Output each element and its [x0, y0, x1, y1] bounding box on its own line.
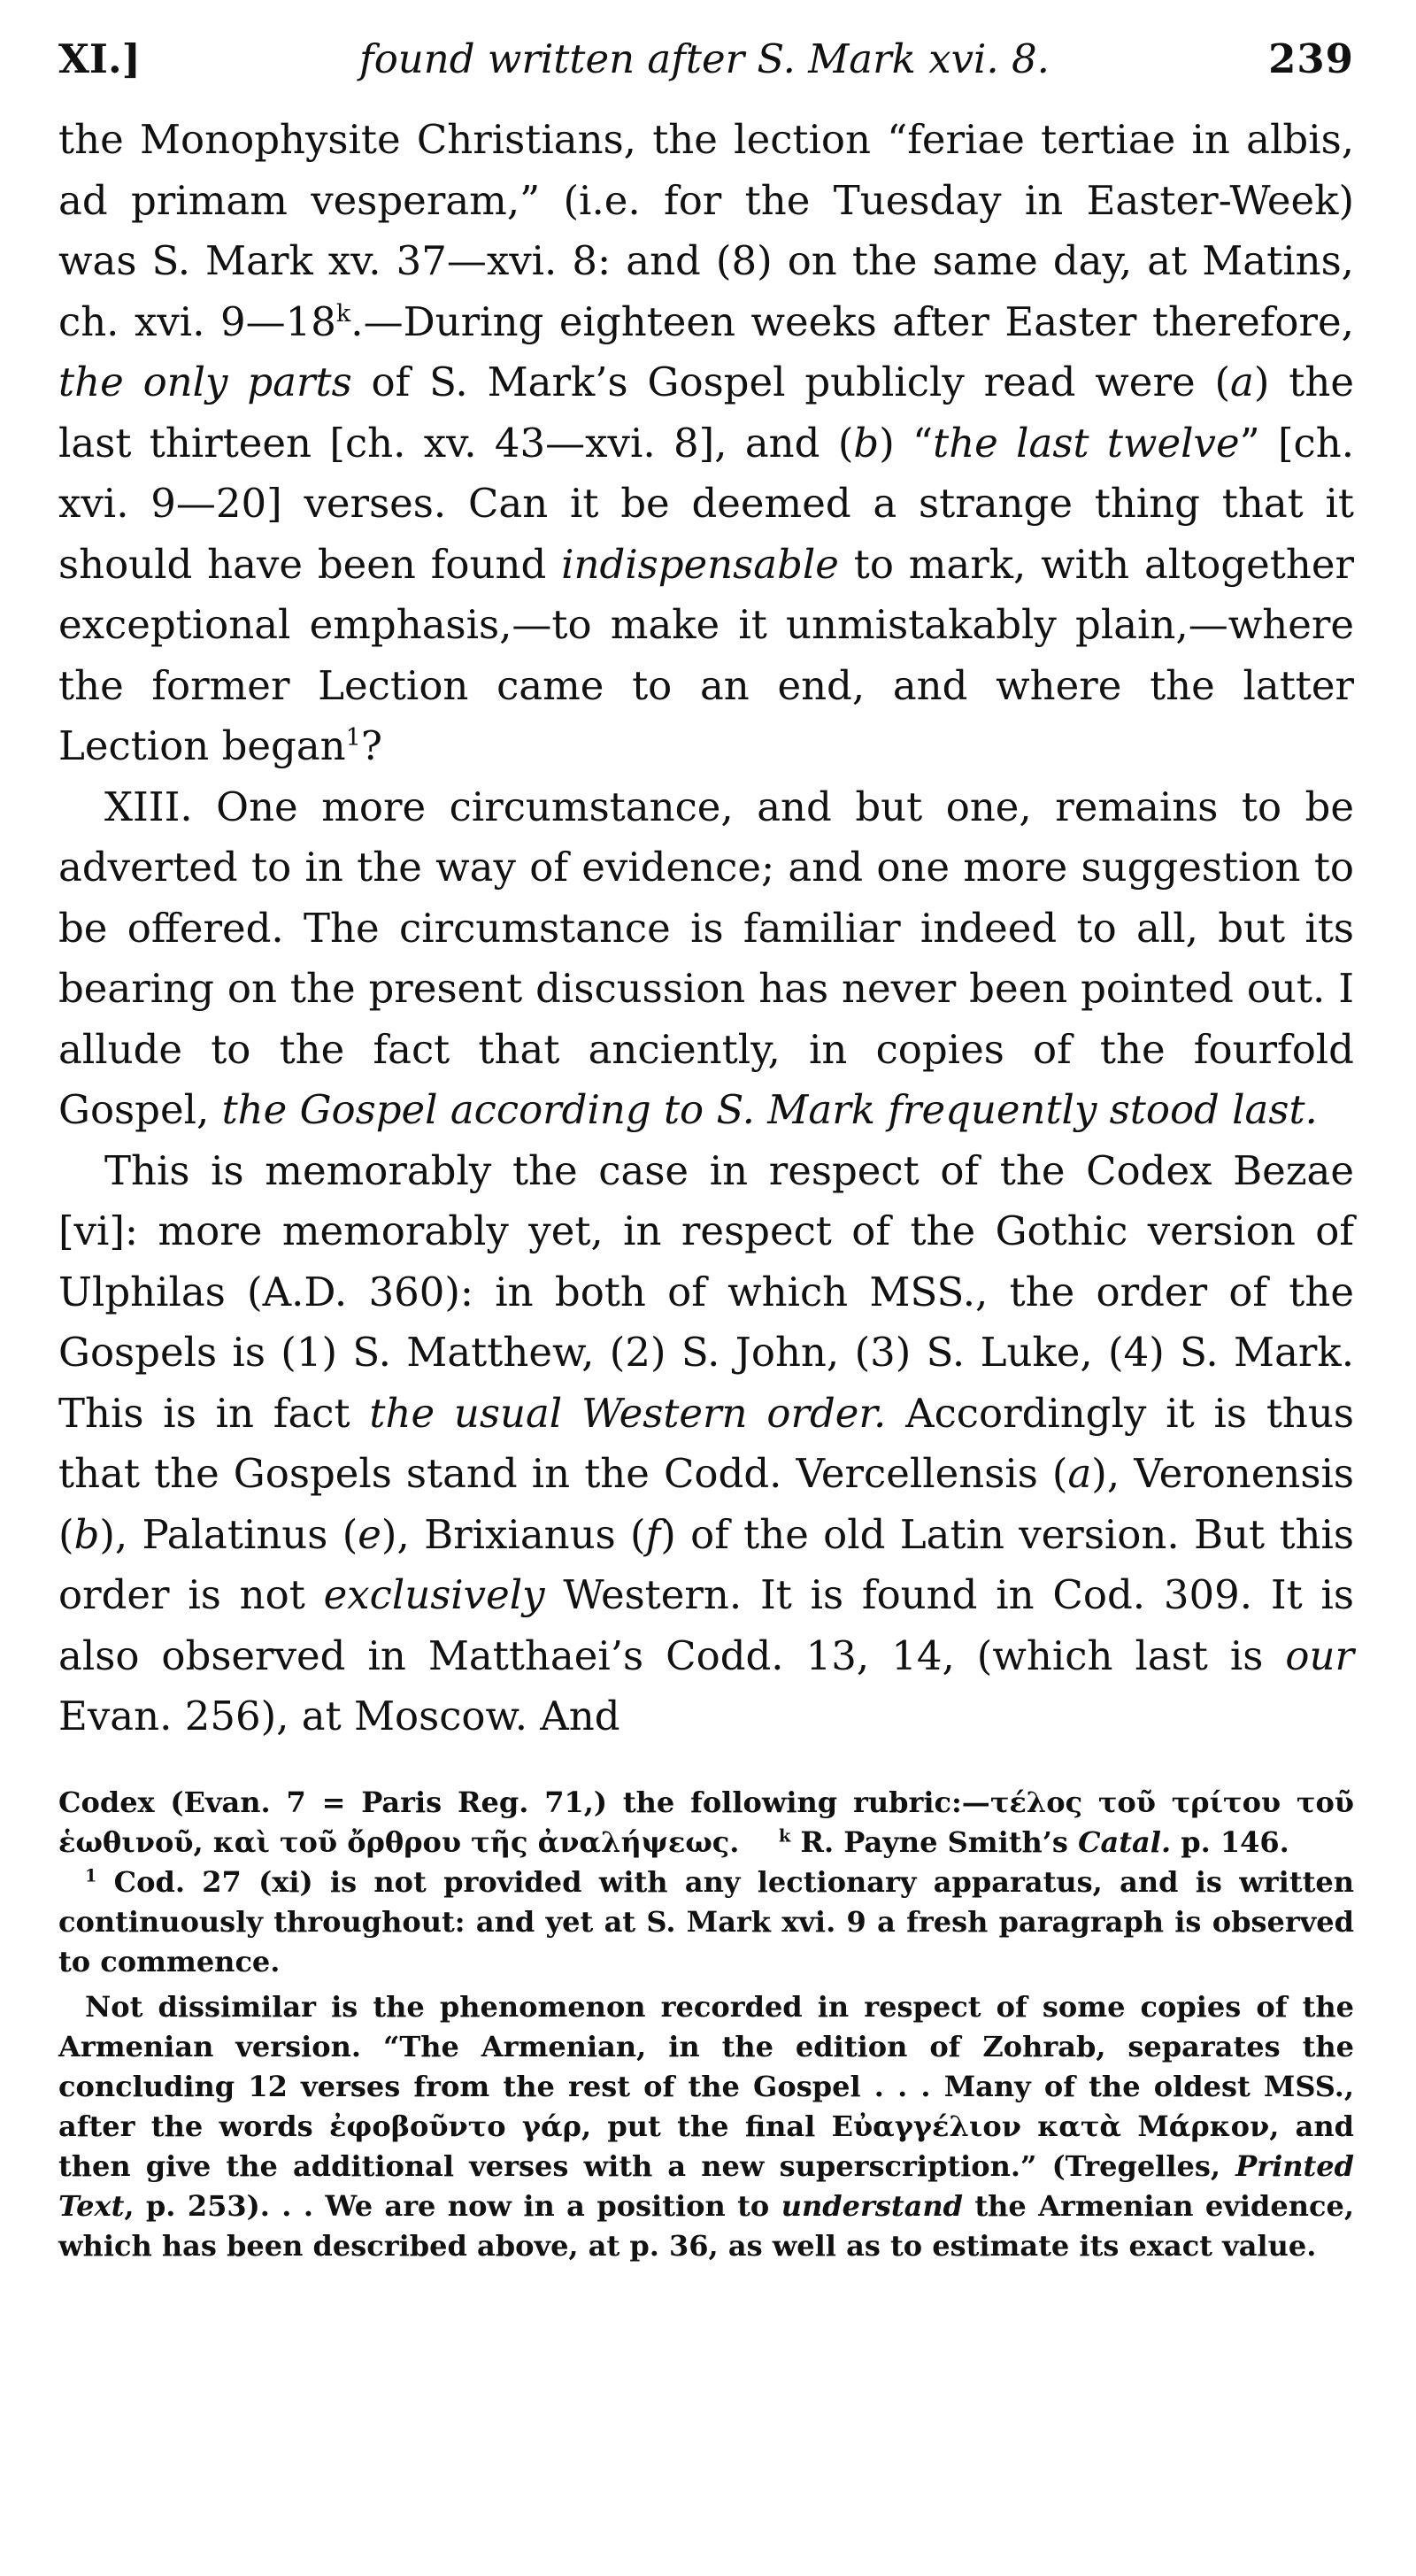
- footnote-1-marker: 1: [85, 1864, 97, 1886]
- running-title: found written after S. Mark xvi. 8.: [359, 35, 1050, 82]
- footnote-marker-1[interactable]: 1: [345, 724, 361, 752]
- footnote-armenian: Not dissimilar is the phenomenon recorded in respect of some copies of the Armenian version. “The Armenian, in the edition of Zohrab, separates the concluding 12 verses from the rest of the Gospel . . . Many of the oldest MSS., after the words ἐφοβοῦντο γάρ, put the final Εὐαγγέλιον κατὰ Μάρκον, and then give the additional verses with a new superscription.” (Tregelles, Printed Text, p. 253). . . We are now in a position to understand the Armenian evidence, which has been described above, at p. 36, as well as to estimate its exact value.: [58, 1989, 1355, 2263]
- paragraph-section-xiii: XIII. One more circumstance, and but one, remains to be adverted to in the way of evidence; and one more suggestion to be offered. The circumstance is familiar indeed to all, but its bearing on the present discussion has never been pointed out. I allude to the fact that anciently, in copies of the fourfold Gospel, the Gospel according to S. Mark frequently stood last.: [58, 783, 1354, 1133]
- footnote-continued-codex: Codex (Evan. 7 = Paris Reg. 71,) the following rubric:—τέλος τοῦ τρίτου τοῦ ἑωθινοῦ, καὶ τοῦ ὄρθρου τῆς ἀναλήψεως. $^k$ R. Payne Smith’s Catal. p. 146.: [58, 1785, 1355, 1859]
- page-number: 239: [1268, 35, 1354, 82]
- footnotes: [58, 1783, 1354, 2266]
- running-head: [58, 35, 1354, 90]
- chapter-marker: XI.]: [58, 35, 141, 82]
- footnote-1: $^1$ Cod. 27 (xi) is not provided with any lectionary apparatus, and is written continuously throughout: and yet at S. Mark xvi. 9 a fresh paragraph is observed to commence.: [58, 1864, 1354, 1978]
- greek-words-1: ἐφοβοῦντο γάρ: [328, 2109, 581, 2143]
- main-text: [58, 110, 1354, 1747]
- footnote-marker-k[interactable]: k: [335, 299, 351, 328]
- footnote-k-marker: k: [778, 1824, 791, 1846]
- greek-words-2: Εὐαγγέλιον κατὰ Μάρκον: [831, 2109, 1270, 2143]
- greek-rubric: τέλος τοῦ τρίτου τοῦ ἑωθινοῦ, καὶ τοῦ ὄρθρου τῆς ἀναλήψεως.: [58, 1785, 1355, 1859]
- paragraph-lection: the Monophysite Christians, the lection “feriae tertiae in albis, ad primam vesperam,” (i.e. for the Tuesday in Easter-Week) was S. Mark xv. 37—xvi. 8: and (8) on the same day, at Matins, ch. xvi. 9—18$^k$.—During eighteen weeks after Easter therefore, the only parts of S. Mark’s Gospel publicly read were (a) the last thirteen [ch. xv. 43—xvi. 8], and (b) “the last twelve” [ch. xvi. 9—20] verses. Can it be deemed a strange thing that it should have been found indispensable to mark, with altogether exceptional emphasis,—to make it unmistakably plain,—where the former Lection came to an end, and where the latter Lection began$^1$?: [58, 116, 1354, 769]
- paragraph-gospel-order: This is memorably the case in respect of the Codex Bezae [vi]: more memorably yet, in respect of the Gothic version of Ulphilas (A.D. 360): in both of which MSS., the order of the Gospels is (1) S. Matthew, (2) S. John, (3) S. Luke, (4) S. Mark. This is in fact the usual Western order. Accordingly it is thus that the Gospels stand in the Codd. Vercellensis (a), Veronensis (b), Palatinus (e), Brixianus (f) of the old Latin version. But this order is not exclusively Western. It is found in Cod. 309. It is also observed in Matthaei’s Codd. 13, 14, (which last is our Evan. 256), at Moscow. And: [58, 1146, 1355, 1739]
